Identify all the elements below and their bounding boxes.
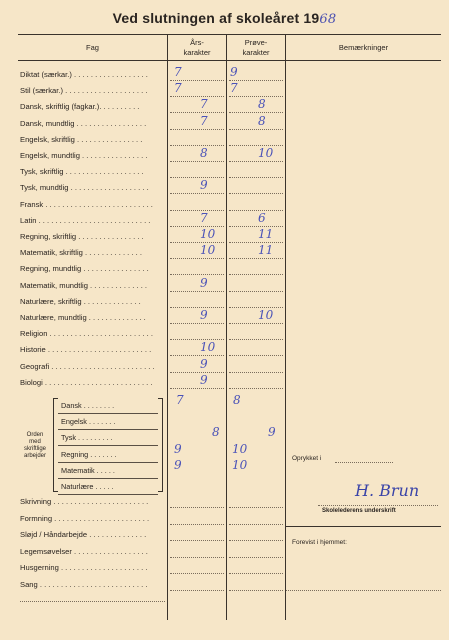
grade-line-prove — [229, 258, 283, 259]
grade-line-prove — [229, 96, 283, 97]
grade-line-prove — [229, 161, 283, 162]
subject-label: Dansk, mundtlig . . . . . . . . . . . . . . . . . — [20, 118, 147, 128]
orden-label-4: arbejder — [23, 453, 46, 459]
grade-line-prove — [229, 307, 283, 308]
orden-grade-aars: 8 — [212, 425, 220, 440]
grade-line-prove — [229, 323, 283, 324]
orden-grade-prove: 10 — [232, 457, 248, 472]
orden-item-rule — [58, 494, 158, 495]
orden-item-rule — [58, 462, 158, 463]
grade-line-aars — [170, 161, 224, 162]
orden-item-rule — [58, 445, 158, 446]
column-rule-prove — [226, 34, 227, 620]
grade-aars: 9 — [200, 275, 208, 290]
orden-label-1: Orden — [26, 432, 44, 438]
orden-item-rule — [58, 413, 158, 414]
blank-subject-line — [20, 601, 165, 602]
grade-line-aars — [170, 355, 224, 356]
grade-line-prove — [229, 129, 283, 130]
orden-grade-aars: 9 — [174, 441, 182, 456]
subject-label: Regning, mundtlig . . . . . . . . . . . . . . . . — [20, 264, 149, 274]
grade-prove: 9 — [230, 65, 238, 79]
grade-line-prove — [229, 355, 283, 356]
grade-prove: 7 — [230, 81, 238, 96]
subject-label: Regning, skriftlig . . . . . . . . . . . . . . . . — [20, 232, 144, 241]
extra-subject-label: Husgerning . . . . . . . . . . . . . . . . . . . . . — [20, 563, 148, 573]
extra-grade-line — [229, 557, 283, 558]
orden-item-label: Matematik . . . . . — [61, 465, 115, 475]
subject-label: Naturlære, skriftlig . . . . . . . . . . . . . . — [20, 296, 141, 306]
header-fag: Fag — [86, 43, 99, 52]
grade-aars: 10 — [200, 243, 216, 258]
grade-line-aars — [170, 291, 224, 292]
grade-line-prove — [229, 226, 283, 227]
subject-label: Diktat (særkar.) . . . . . . . . . . . . . . . . . . — [20, 70, 148, 79]
subject-label: Geografi . . . . . . . . . . . . . . . . . . . . . . . . . — [20, 361, 155, 371]
page-title — [0, 10, 449, 27]
orden-grade-aars: 9 — [174, 457, 182, 472]
grade-line-aars — [170, 129, 224, 130]
oprykket-label: Oprykket i — [292, 455, 322, 462]
grade-line-prove — [229, 145, 283, 146]
grade-line-aars — [170, 177, 224, 178]
subject-label: Fransk . . . . . . . . . . . . . . . . . . . . . . . . . . — [20, 199, 153, 209]
forevist-label: Forevist i hjemmet: — [292, 539, 347, 546]
column-rule-bemaerk — [285, 34, 286, 620]
grade-prove: 6 — [258, 210, 266, 225]
extra-subject-label: Sang . . . . . . . . . . . . . . . . . . . . . . . . . . — [20, 580, 148, 589]
grade-line-aars — [170, 372, 224, 373]
remarks-divider — [286, 526, 441, 527]
orden-label-2: med — [29, 439, 41, 445]
extra-grade-line — [170, 573, 224, 574]
title-text: Ved slutningen af skoleåret 19 — [112, 10, 320, 26]
extra-subject-label: Sløjd / Håndarbejde . . . . . . . . . . . . . . — [20, 530, 147, 540]
extra-subject-label: Skrivning . . . . . . . . . . . . . . . . . . . . . . . — [20, 497, 149, 506]
orden-item-rule — [58, 478, 158, 479]
grade-prove: 11 — [258, 227, 274, 241]
subject-label: Historie . . . . . . . . . . . . . . . . . . . . . . . . . — [20, 345, 152, 355]
header-prove-2: karakter — [242, 48, 270, 57]
extra-grade-line — [170, 557, 224, 558]
orden-item-label: Dansk . . . . . . . . — [61, 401, 115, 410]
grade-line-aars — [170, 210, 224, 211]
grade-aars: 9 — [200, 308, 208, 322]
header-bottom-rule — [18, 60, 441, 61]
grade-line-aars — [170, 112, 224, 113]
grade-aars: 7 — [174, 81, 182, 96]
subject-label: Dansk, skriftlig (fagkar.). . . . . . . . . . — [20, 102, 140, 112]
subject-label: Religion . . . . . . . . . . . . . . . . . . . . . . . . . — [20, 329, 153, 339]
orden-label-3: skriftlige — [23, 446, 46, 452]
subject-label: Tysk, mundtlig . . . . . . . . . . . . . . . . . . . — [20, 183, 149, 193]
grade-line-prove — [229, 274, 283, 275]
grade-prove: 8 — [258, 113, 266, 128]
orden-grade-aars: 7 — [176, 393, 184, 407]
subject-label: Naturlære, mundtlig . . . . . . . . . . . . . . — [20, 313, 146, 322]
header-prove-1: Prøve- — [244, 38, 268, 47]
grade-prove: 10 — [258, 308, 274, 322]
orden-bracket-left — [53, 398, 58, 492]
extra-grade-line — [229, 540, 283, 541]
signature-line — [318, 505, 438, 506]
orden-bracket-right — [158, 398, 163, 492]
extra-grade-line — [170, 590, 224, 591]
header-bemaerkninger: Bemærkninger — [338, 43, 389, 52]
grade-prove: 10 — [258, 146, 274, 160]
subject-label: Matematik, mundtlig . . . . . . . . . . . . . . — [20, 280, 148, 290]
title-year-suffix: 68 — [319, 12, 337, 27]
grade-line-aars — [170, 339, 224, 340]
grade-aars: 9 — [200, 356, 208, 371]
grade-line-aars — [170, 388, 224, 389]
orden-item-label: Tysk . . . . . . . . . — [61, 433, 113, 443]
subject-label: Engelsk, skriftlig . . . . . . . . . . . . . . . . — [20, 134, 143, 144]
oprykket-line — [335, 462, 393, 463]
subject-label: Engelsk, mundtlig . . . . . . . . . . . . . . . . — [20, 151, 148, 160]
grade-aars: 7 — [200, 210, 208, 225]
subject-label: Latin . . . . . . . . . . . . . . . . . . . . . . . . . . . — [20, 215, 151, 225]
principal-signature: H. Brun — [355, 481, 420, 500]
grade-line-aars — [170, 274, 224, 275]
grade-prove: 8 — [258, 97, 266, 112]
extra-grade-line — [170, 507, 224, 508]
grade-prove: 11 — [258, 243, 274, 258]
grade-aars: 10 — [200, 227, 216, 241]
forevist-line — [286, 590, 441, 591]
grade-line-aars — [170, 242, 224, 243]
grade-aars: 9 — [200, 178, 208, 193]
subject-label: Biologi . . . . . . . . . . . . . . . . . . . . . . . . . . — [20, 377, 153, 387]
orden-item-label: Engelsk . . . . . . . — [61, 417, 116, 427]
grade-line-aars — [170, 193, 224, 194]
grade-line-prove — [229, 177, 283, 178]
orden-item-rule — [58, 429, 158, 430]
grade-aars: 8 — [200, 146, 208, 160]
grade-aars: 7 — [200, 113, 208, 128]
extra-grade-line — [229, 524, 283, 525]
grade-aars: 9 — [200, 372, 208, 387]
orden-grade-prove: 8 — [233, 393, 241, 407]
grade-line-prove — [229, 388, 283, 389]
orden-grade-prove: 9 — [268, 425, 276, 440]
grade-line-aars — [170, 323, 224, 324]
orden-label — [17, 432, 53, 460]
subject-label: Stil (særkar.) . . . . . . . . . . . . . . . . . . . . — [20, 86, 148, 96]
orden-grade-prove: 10 — [232, 441, 248, 456]
orden-item-label: Naturlære . . . . . — [61, 482, 114, 491]
subject-label: Matematik, skriftlig . . . . . . . . . . . . . . — [20, 248, 142, 258]
grade-line-aars — [170, 307, 224, 308]
grade-line-aars — [170, 258, 224, 259]
grade-line-aars — [170, 96, 224, 97]
grade-line-prove — [229, 291, 283, 292]
extra-subject-label: Legemsøvelser . . . . . . . . . . . . . . . . . . — [20, 546, 148, 556]
grade-line-prove — [229, 339, 283, 340]
column-rule-aars — [167, 34, 168, 620]
extra-subject-label: Formning . . . . . . . . . . . . . . . . . . . . . . . — [20, 513, 150, 523]
grade-line-aars — [170, 145, 224, 146]
extra-grade-line — [170, 524, 224, 525]
header-top-rule — [18, 34, 441, 35]
signature-caption: Skolelederens underskrift — [322, 508, 396, 514]
header-aars-1: Års- — [190, 38, 204, 47]
grade-line-prove — [229, 242, 283, 243]
subject-label: Tysk, skriftlig . . . . . . . . . . . . . . . . . . . — [20, 167, 144, 177]
grade-aars: 7 — [174, 65, 182, 79]
orden-item-label: Regning . . . . . . . — [61, 449, 117, 459]
grade-line-prove — [229, 193, 283, 194]
extra-grade-line — [229, 590, 283, 591]
extra-grade-line — [229, 573, 283, 574]
header-aars-2: karakter — [183, 48, 211, 57]
grade-line-prove — [229, 210, 283, 211]
extra-grade-line — [229, 507, 283, 508]
grade-aars: 7 — [200, 97, 208, 112]
grade-aars: 10 — [200, 340, 216, 355]
extra-grade-line — [170, 540, 224, 541]
grade-line-prove — [229, 112, 283, 113]
grade-line-prove — [229, 372, 283, 373]
grade-line-aars — [170, 226, 224, 227]
